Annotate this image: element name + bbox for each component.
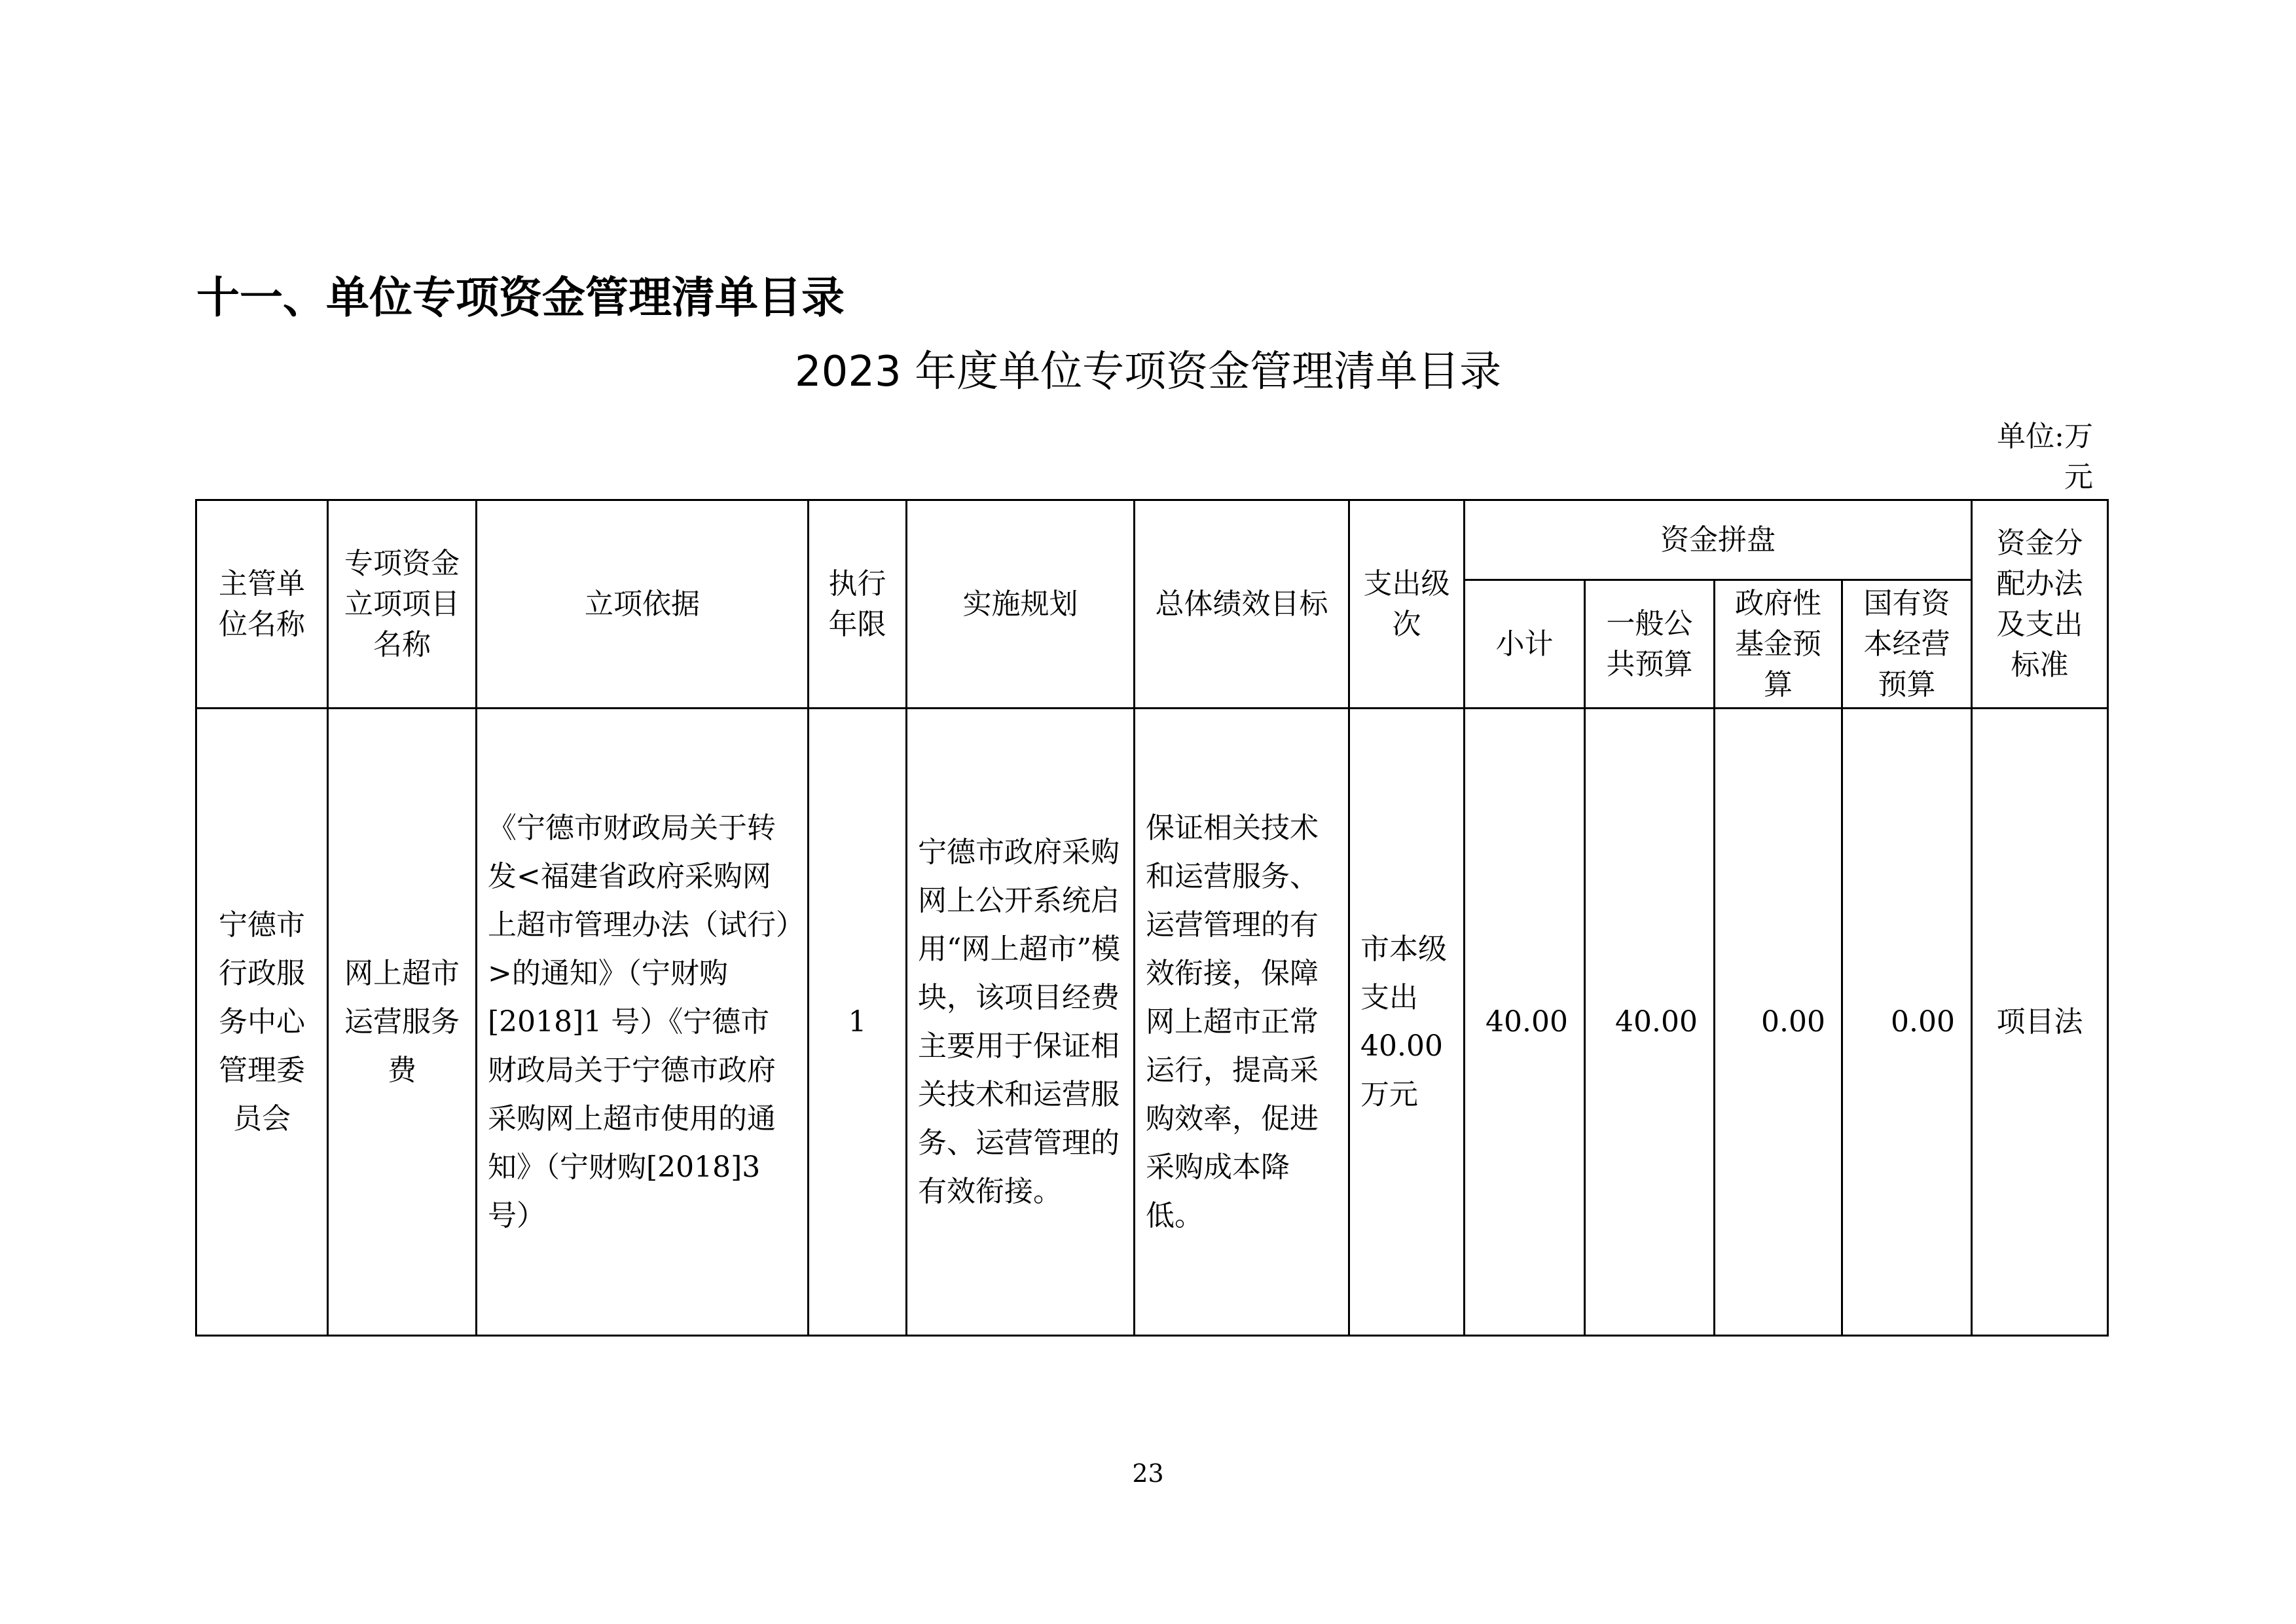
header-project: 专项资金立项项目名称: [328, 500, 477, 709]
header-plan: 实施规划: [907, 500, 1135, 709]
header-dept: 主管单位名称: [196, 500, 328, 709]
header-subtotal: 小计: [1465, 580, 1585, 709]
header-general-budget: 一般公共预算: [1585, 580, 1715, 709]
cell-plan: 宁德市政府采购网上公开系统启用“网上超市”模块，该项目经费主要用于保证相关技术和运营服务、运营管理的有效衔接。: [907, 709, 1135, 1336]
cell-project: 网上超市运营服务费: [328, 709, 477, 1336]
header-row-top: [196, 500, 2108, 580]
header-state-capital-budget: 国有资本经营预算: [1842, 580, 1972, 709]
header-gov-fund-budget: 政府性基金预算: [1715, 580, 1842, 709]
cell-general-budget: 40.00: [1585, 709, 1715, 1336]
header-level: 支出级次: [1349, 500, 1465, 709]
cell-term: 1: [809, 709, 907, 1336]
header-method: 资金分配办法及支出标准: [1972, 500, 2108, 709]
special-fund-table: [195, 499, 2109, 1337]
header-goal: 总体绩效目标: [1135, 500, 1349, 709]
cell-dept: 宁德市行政服务中心管理委员会: [196, 709, 328, 1336]
table-row: [196, 709, 2108, 1336]
page-number: 23: [1132, 1459, 1164, 1488]
cell-gov-fund-budget: 0.00: [1715, 709, 1842, 1336]
header-funding: 资金拼盘: [1465, 500, 1972, 580]
cell-level: 市本级支出 40.00 万元: [1349, 709, 1465, 1336]
cell-method: 项目法: [1972, 709, 2108, 1336]
header-basis: 立项依据: [477, 500, 809, 709]
cell-subtotal: 40.00: [1465, 709, 1585, 1336]
cell-state-capital-budget: 0.00: [1842, 709, 1972, 1336]
header-term: 执行年限: [809, 500, 907, 709]
section-heading: 十一、单位专项资金管理清单目录: [196, 272, 845, 323]
unit-note: 单位:万元: [1997, 420, 2093, 494]
cell-goal: 保证相关技术和运营服务、运营管理的有效衔接，保障网上超市正常运行，提高采购效率，促进采购成本降低。: [1135, 709, 1349, 1336]
document-title: 2023 年度单位专项资金管理清单目录: [794, 348, 1502, 396]
cell-basis: 《宁德市财政局关于转发<福建省政府采购网上超市管理办法（试行）>的通知》（宁财购[2018]1 号）《宁德市财政局关于宁德市政府采购网上超市使用的通知》（宁财购[2018]3 号）: [477, 709, 809, 1336]
